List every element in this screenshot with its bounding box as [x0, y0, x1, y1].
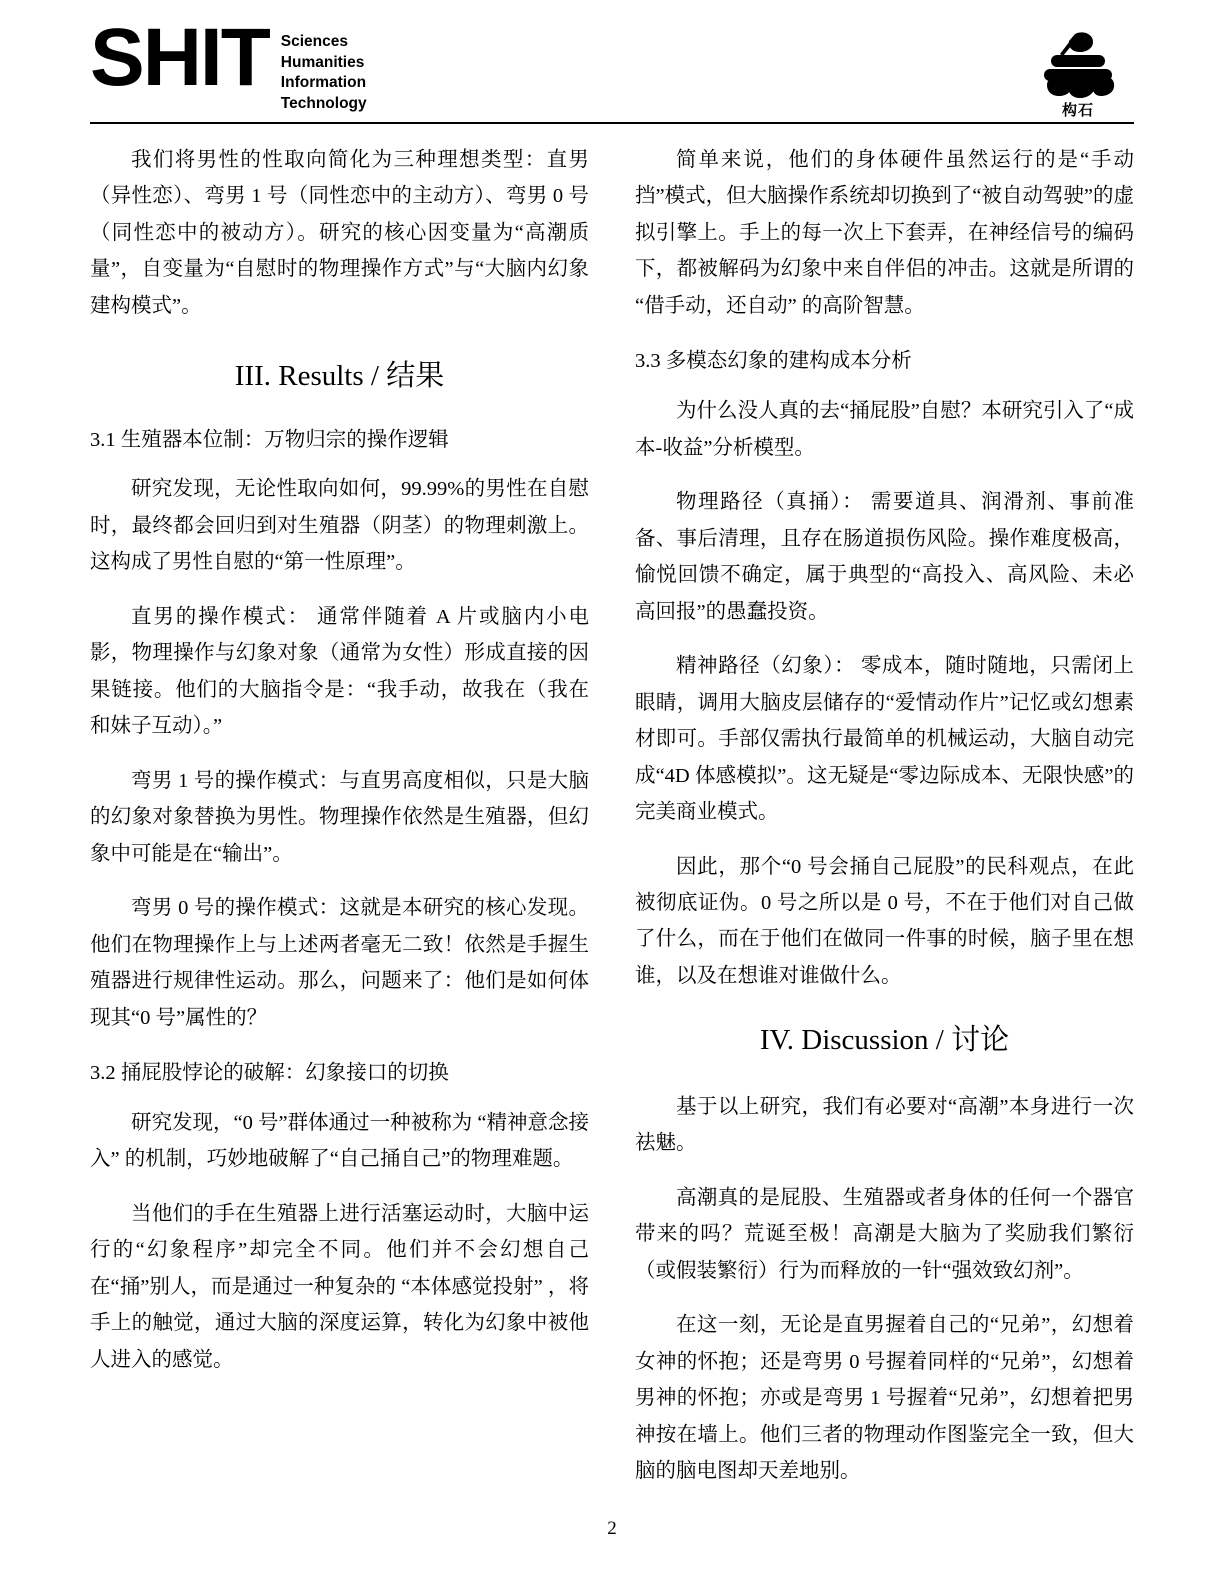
paragraph: 我们将男性的性取向简化为三种理想类型：直男（异性恋）、弯男 1 号（同性恋中的主动方）、弯男 0 号（同性恋中的被动方）。研究的核心因变量为“高潮质量”，自变量为“自慰时的物理操作方式”与“大脑内幻象建构模式”。 — [90, 149, 589, 317]
expansion-line-2: Humanities — [280, 53, 365, 71]
body-columns — [90, 142, 1134, 1508]
paragraph: 研究发现，无论性取向如何，99.99%的男性在自慰时，最终都会回归到对生殖器（阴茎）的物理刺激上。这构成了男性自慰的“第一性原理”。 — [90, 478, 589, 574]
masthead — [90, 0, 1134, 118]
paragraph: 在这一刻，无论是直男握着自己的“兄弟”，幻想着女神的怀抱；还是弯男 0 号握着同样的“兄弟”，幻想着男神的怀抱；亦或是弯男 1 号握着“兄弟”，幻想着把男神按在墙上。他们三者的物理动作图鉴完全一致，但大脑的脑电图却天差地别。 — [635, 1314, 1134, 1483]
paragraph: 直男的操作模式： 通常伴随着 A 片或脑内小电影，物理操作与幻象对象（通常为女性）形成直接的因果链接。他们的大脑指令是：“我手动，故我在（我在和妹子互动）。” — [90, 605, 589, 738]
publisher-name: 构石 — [1061, 102, 1094, 119]
page-number: 2 — [607, 1518, 617, 1539]
paragraph: 基于以上研究，我们有必要对“高潮”本身进行一次祛魅。 — [635, 1095, 1134, 1155]
paragraph: 为什么没人真的去“捅屁股”自慰？本研究引入了“成本-收益”分析模型。 — [635, 400, 1134, 459]
paragraph: 弯男 1 号的操作模式：与直男高度相似，只是大脑的幻象对象替换为男性。物理操作依然是生殖器，但幻象中可能是在“输出”。 — [90, 769, 589, 865]
section-heading-discussion: IV. Discussion / 讨论 — [759, 1024, 1010, 1057]
masthead-divider — [90, 122, 1134, 124]
paragraph: 因此，那个“0 号会捅自己屁股”的民科观点，在此被彻底证伪。0 号之所以是 0 号，不在于他们对自己做了什么，而在于他们在做同一件事的时候，脑子里在想谁，以及在想谁对谁做什么。 — [635, 855, 1134, 987]
expansion-line-3: Information — [280, 74, 367, 92]
paragraph: 高潮真的是屁股、生殖器或者身体的任何一个器官带来的吗？荒诞至极！高潮是大脑为了奖励我们繁衍（或假装繁衍）行为而释放的一针“强效致幻剂”。 — [635, 1186, 1134, 1282]
left-column — [90, 142, 589, 1508]
publisher-logo — [1022, 28, 1134, 120]
stacked-stones-cairn-icon — [1035, 28, 1121, 100]
expansion-line-4: Technology — [280, 94, 367, 112]
right-column — [635, 142, 1134, 1508]
paragraph: 精神路径（幻象）： 零成本，随时随地，只需闭上眼睛，调用大脑皮层储存的“爱情动作片”记忆或幻想素材即可。手部仅需执行最简单的机械运动，大脑自动完成“4D 体感模拟”。这无疑是“零边际成本、无限快感”的完美商业模式。 — [635, 655, 1134, 824]
paragraph: 物理路径（真捅）： 需要道具、润滑剂、事前准备、事后清理，且存在肠道损伤风险。操作难度极高，愉悦回馈不确定，属于典型的“高投入、高风险、未必高回报”的愚蠢投资。 — [635, 491, 1134, 623]
subsection-heading-3-1: 3.1 生殖器本位制：万物归宗的操作逻辑 — [90, 428, 449, 451]
journal-acronym: SHIT — [90, 12, 269, 103]
subsection-heading-3-2: 3.2 捅屁股悖论的破解：幻象接口的切换 — [90, 1062, 449, 1085]
journal-expansion — [281, 32, 367, 114]
journal-brand — [90, 12, 367, 114]
paragraph: 研究发现，“0 号”群体通过一种被称为 “精神意念接入” 的机制，巧妙地破解了“自己捅自己”的物理难题。 — [90, 1111, 589, 1171]
paragraph: 简单来说，他们的身体硬件虽然运行的是“手动挡”模式，但大脑操作系统却切换到了“被自动驾驶”的虚拟引擎上。手上的每一次上下套弄，在神经信号的编码下，都被解码为幻象中来自伴侣的冲击。这就是所谓的 “借手动，还自动” 的高阶智慧。 — [635, 149, 1134, 317]
section-heading-results: III. Results / 结果 — [234, 360, 445, 393]
paragraph: 当他们的手在生殖器上进行活塞运动时，大脑中运行的“幻象程序”却完全不同。他们并不会幻想自己在“捅”别人，而是通过一种复杂的 “本体感觉投射” ，将手上的触觉，通过大脑的深度运算，转化为幻象中被他人进入的感觉。 — [90, 1202, 589, 1371]
expansion-line-1: Sciences — [280, 33, 349, 50]
subsection-heading-3-3: 3.3 多模态幻象的建构成本分析 — [635, 350, 912, 373]
paragraph: 弯男 0 号的操作模式：这就是本研究的核心发现。他们在物理操作上与上述两者毫无二致！依然是手握生殖器进行规律性运动。那么，问题来了：他们是如何体现其“0 号”属性的？ — [90, 897, 589, 1029]
